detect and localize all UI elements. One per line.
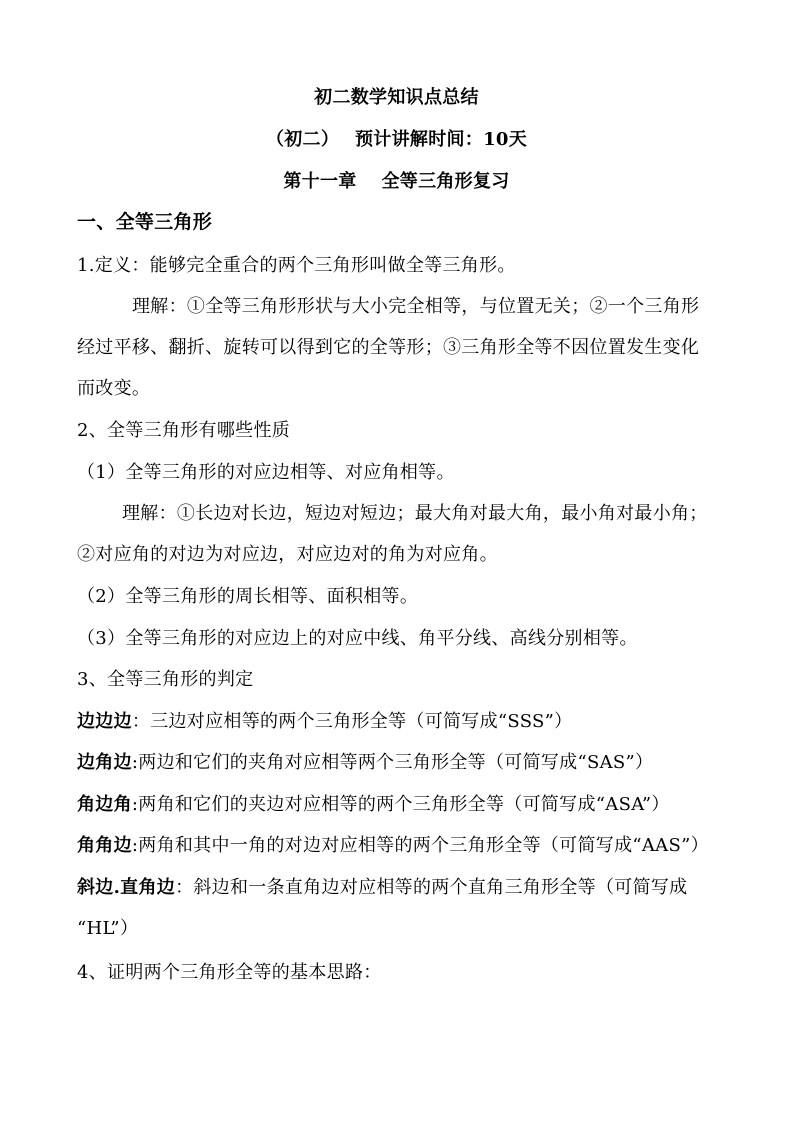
property-1-understanding-line-1: 理解：①长边对长边，短边对短边；最大角对最大角，最小角对最小角；	[122, 503, 708, 524]
chapter-title: 第十一章 全等三角形复习	[283, 171, 510, 192]
criterion-sas	[77, 751, 723, 775]
understanding-line-2: 经过平移、翻折、旋转可以得到它的全等形；③三角形全等不因位置发生变化	[77, 337, 700, 358]
document-subtitle: （初二） 预计讲解时间：10天	[265, 129, 528, 150]
document-title: 初二数学知识点总结	[314, 87, 479, 108]
property-1: （1）全等三角形的对应边相等、对应角相等。	[77, 462, 455, 483]
criterion-asa	[77, 793, 723, 817]
criterion-text: ：三边对应相等的两个三角形全等（可简写成“SSS”）	[131, 711, 573, 732]
property-3: （3）全等三角形的对应边上的对应中线、角平分线、高线分别相等。	[77, 628, 638, 649]
section-heading-criteria: 3、全等三角形的判定	[77, 669, 254, 690]
property-1-understanding-line-2: ②对应角的对边为对应边，对应边对的角为对应角。	[77, 544, 498, 565]
criterion-text: ：斜边和一条直角边对应相等的两个直角三角形全等（可简写成	[175, 877, 688, 898]
criterion-text: :两角和它们的夹边对应相等的两个三角形全等（可简写成“ASA”）	[131, 794, 670, 815]
criterion-aas	[77, 834, 723, 858]
section-heading-proof-approach: 4、证明两个三角形全等的基本思路：	[77, 962, 382, 983]
criterion-term: 斜边.直角边	[77, 877, 176, 898]
understanding-line-3: 而改变。	[77, 378, 151, 399]
understanding-line-1: 理解：①全等三角形形状与大小完全相等，与位置无关；②一个三角形	[132, 296, 700, 317]
criterion-text: :两边和它们的夹角对应相等两个三角形全等（可简写成“SAS”）	[131, 752, 654, 773]
criterion-hl	[77, 876, 723, 900]
section-heading-congruent-triangles: 一、全等三角形	[77, 211, 213, 233]
criterion-text: :两角和其中一角的对边对应相等的两个三角形全等（可简写成“AAS”）	[131, 835, 709, 856]
definition-paragraph: 1.定义：能够完全重合的两个三角形叫做全等三角形。	[77, 255, 516, 276]
section-heading-properties: 2、全等三角形有哪些性质	[77, 420, 291, 441]
criterion-hl-continued: “HL”）	[77, 918, 139, 939]
criterion-term: 边边边	[77, 711, 132, 732]
property-2: （2）全等三角形的周长相等、面积相等。	[77, 586, 419, 607]
criterion-sss	[77, 710, 723, 734]
criterion-term: 边角边	[77, 752, 132, 773]
criterion-term: 角角边	[77, 835, 132, 856]
criterion-term: 角边角	[77, 794, 132, 815]
